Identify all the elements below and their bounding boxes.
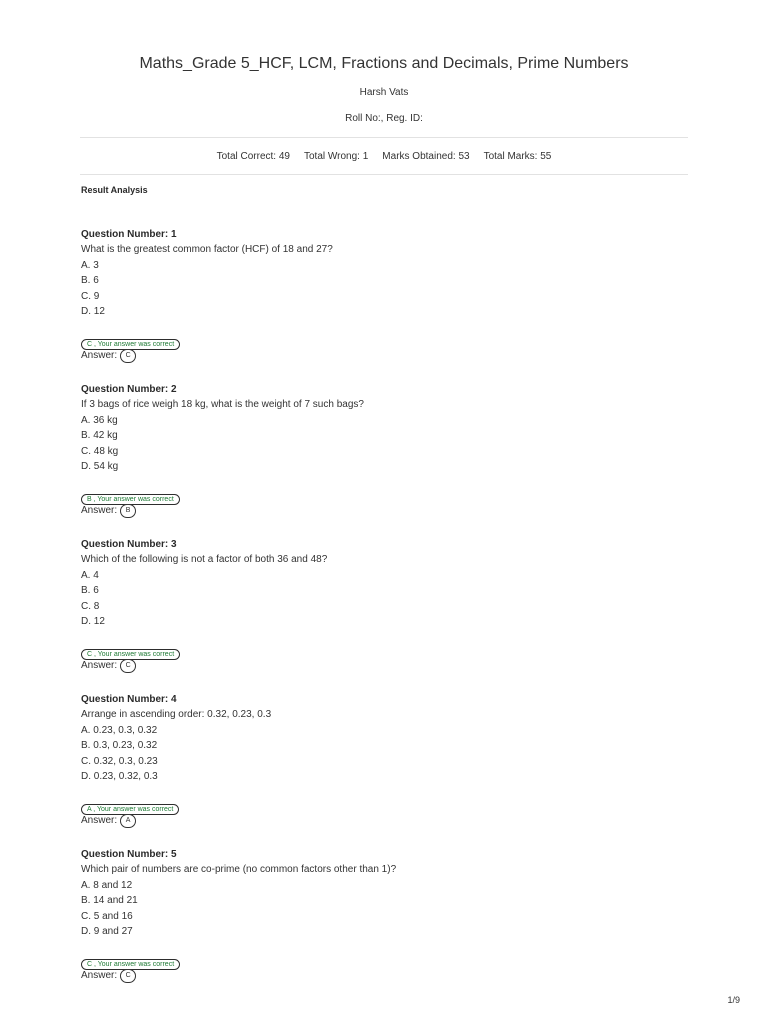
feedback-badge: C , Your answer was correct (81, 649, 180, 660)
option-a: A. 3 (81, 259, 99, 271)
option-d: D. 12 (81, 306, 105, 317)
option-d: D. 9 and 27 (81, 926, 133, 937)
student-name: Harsh Vats (359, 87, 409, 98)
feedback-row (81, 333, 681, 346)
page-number: 1/9 (727, 995, 740, 1005)
answer-label: Answer: (81, 349, 118, 361)
option-c: C. 0.32, 0.3, 0.23 (81, 755, 158, 767)
answer-label: Answer: (81, 504, 118, 516)
answer-row (81, 814, 681, 828)
header-divider-bottom (80, 174, 688, 175)
question-text: If 3 bags of rice weigh 18 kg, what is the weight of 7 such bags? (81, 399, 364, 410)
answer-choice-circle: A (120, 814, 136, 828)
answer-row (81, 659, 681, 673)
answer-choice-circle: C (120, 969, 136, 983)
answer-choice-circle: B (120, 504, 136, 518)
option-b: B. 0.3, 0.23, 0.32 (81, 740, 158, 751)
option-d: D. 12 (81, 616, 105, 627)
total-marks: Total Marks: 55 (483, 151, 552, 162)
question-text: What is the greatest common factor (HCF) of 18 and 27? (81, 244, 333, 255)
section-heading: Result Analysis (81, 185, 148, 195)
answer-label: Answer: (81, 659, 118, 671)
feedback-row (81, 798, 681, 811)
feedback-row (81, 488, 681, 501)
option-b: B. 6 (81, 585, 99, 596)
header-divider-top (80, 137, 688, 138)
option-c: C. 5 and 16 (81, 910, 133, 922)
feedback-row (81, 643, 681, 656)
option-a: A. 8 and 12 (81, 879, 133, 891)
question-number: Question Number: 1 (81, 229, 177, 240)
page-title: Maths_Grade 5_HCF, LCM, Fractions and Decimals, Prime Numbers (139, 55, 629, 72)
answer-row (81, 349, 681, 363)
question-number: Question Number: 2 (81, 384, 177, 395)
option-b: B. 6 (81, 275, 99, 286)
option-a: A. 0.23, 0.3, 0.32 (81, 724, 158, 736)
feedback-badge: B , Your answer was correct (81, 494, 180, 505)
option-c: C. 9 (81, 290, 100, 302)
option-b: B. 14 and 21 (81, 895, 138, 906)
answer-label: Answer: (81, 814, 118, 826)
question-block (81, 384, 681, 518)
option-c: C. 48 kg (81, 445, 119, 457)
feedback-badge: C , Your answer was correct (81, 339, 180, 350)
option-d: D. 0.23, 0.32, 0.3 (81, 771, 158, 782)
question-text: Arrange in ascending order: 0.32, 0.23, 0.3 (81, 709, 272, 720)
roll-info: Roll No:, Reg. ID: (345, 113, 423, 124)
feedback-badge: A , Your answer was correct (81, 804, 179, 815)
total-wrong: Total Wrong: 1 (304, 151, 369, 162)
answer-row (81, 504, 681, 518)
question-number: Question Number: 3 (81, 539, 177, 550)
option-a: A. 36 kg (81, 414, 118, 426)
answer-row (81, 969, 681, 983)
option-c: C. 8 (81, 600, 100, 612)
answer-label: Answer: (81, 969, 118, 981)
feedback-row (81, 953, 681, 966)
feedback-badge: C , Your answer was correct (81, 959, 180, 970)
marks-obtained: Marks Obtained: 53 (382, 151, 470, 162)
option-a: A. 4 (81, 569, 99, 581)
option-d: D. 54 kg (81, 461, 119, 472)
answer-choice-circle: C (120, 349, 136, 363)
question-text: Which pair of numbers are co-prime (no common factors other than 1)? (81, 864, 397, 875)
question-number: Question Number: 5 (81, 849, 177, 860)
score-summary (0, 151, 768, 162)
question-text: Which of the following is not a factor of both 36 and 48? (81, 554, 328, 565)
question-block (81, 849, 681, 983)
question-block (81, 229, 681, 363)
option-b: B. 42 kg (81, 430, 118, 441)
total-correct: Total Correct: 49 (216, 151, 290, 162)
question-block (81, 694, 681, 828)
answer-choice-circle: C (120, 659, 136, 673)
question-block (81, 539, 681, 673)
question-number: Question Number: 4 (81, 694, 177, 705)
